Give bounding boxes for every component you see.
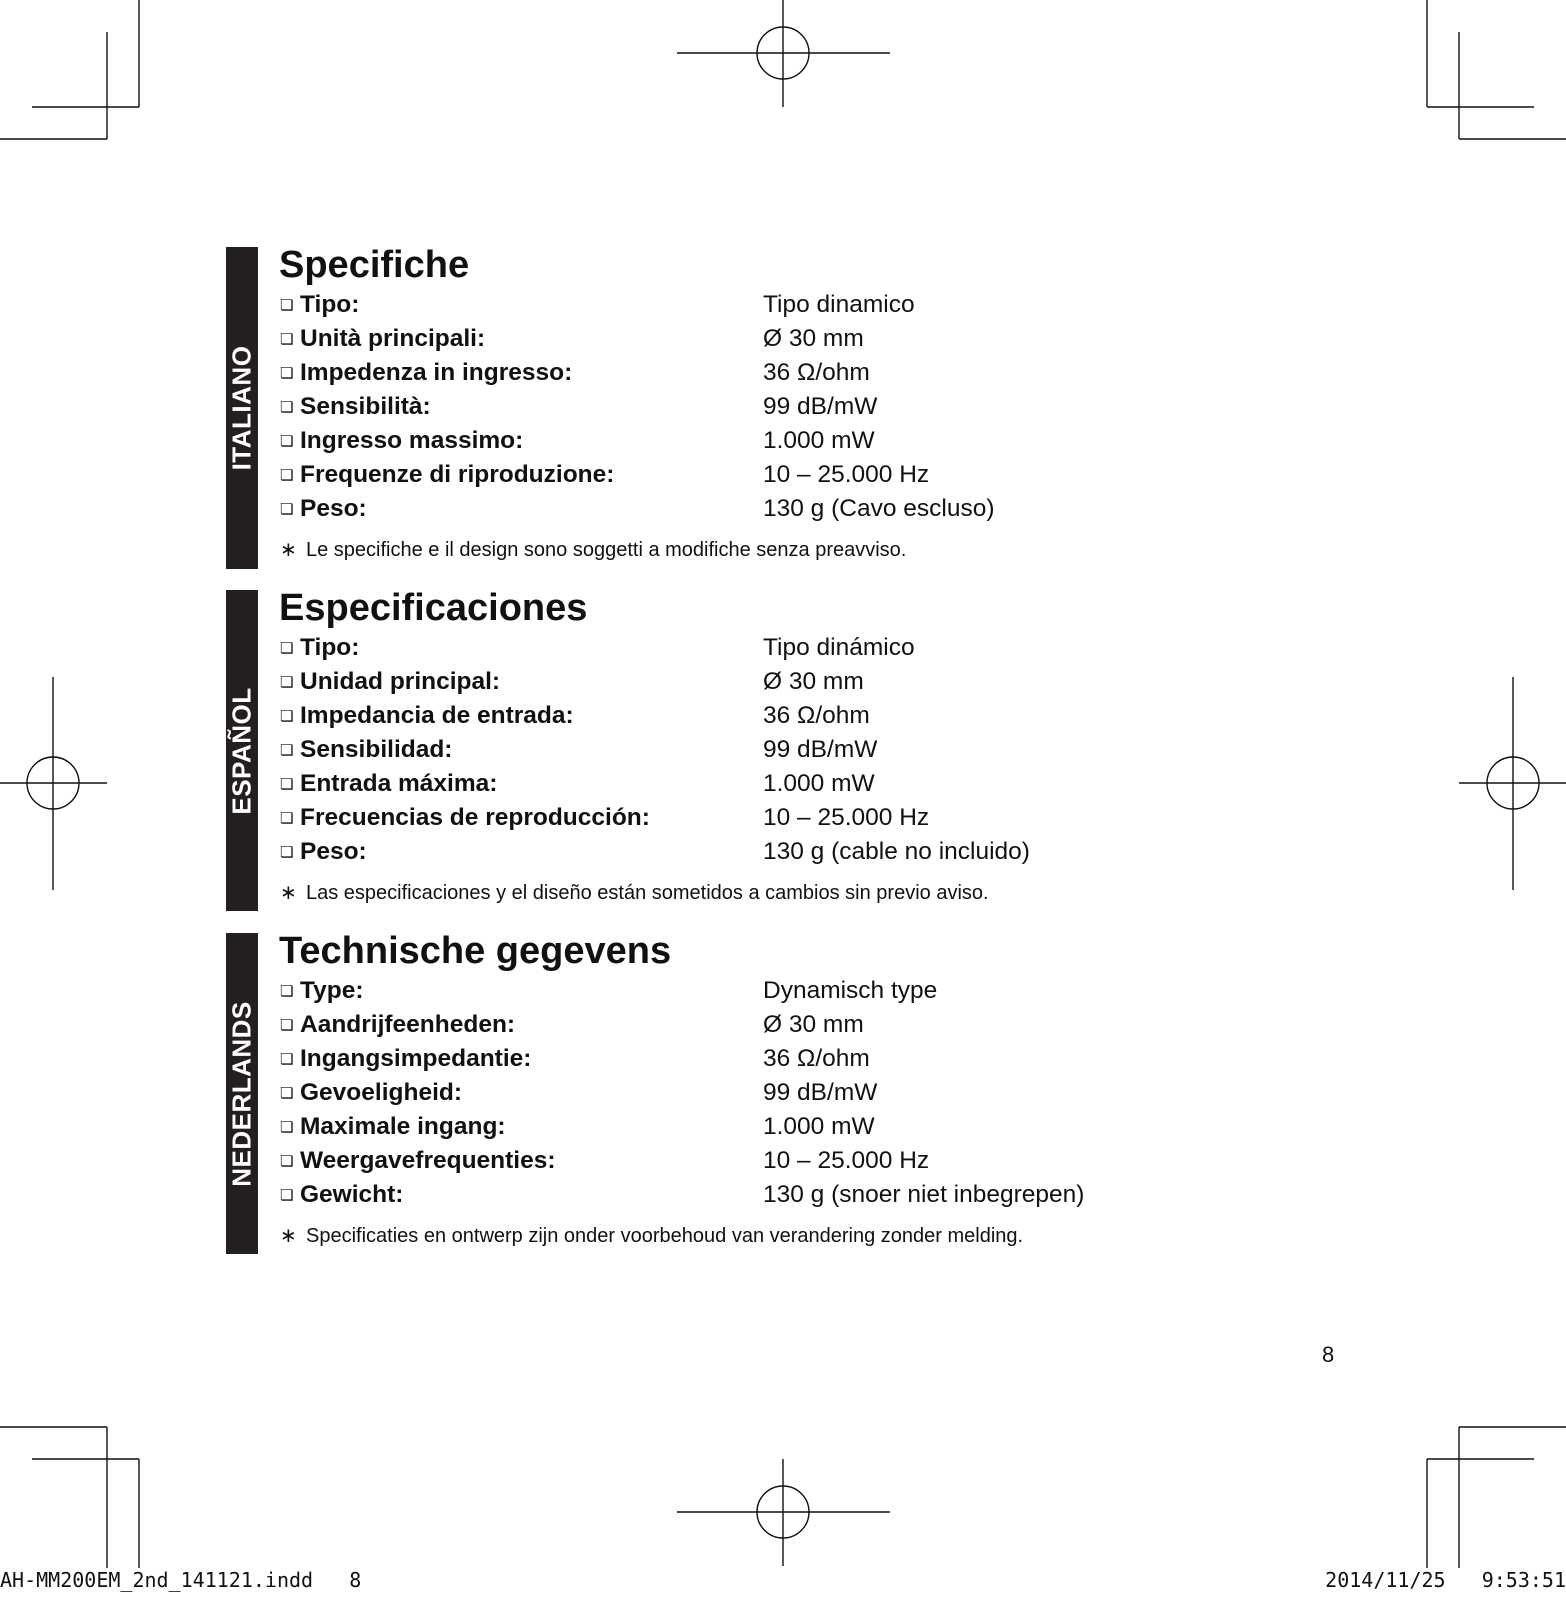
section-title: Specifiche: [279, 244, 470, 286]
checkbox-icon: ❏: [280, 708, 294, 725]
spec-value: 1.000 mW: [763, 427, 875, 454]
spec-value: Ø 30 mm: [763, 1011, 864, 1038]
language-tab: [226, 933, 258, 1254]
spec-value: 36 Ω/ohm: [763, 702, 870, 729]
spec-row: [280, 1042, 1140, 1076]
spec-row: [280, 1076, 1140, 1110]
checkbox-icon: ❏: [280, 399, 294, 416]
checkbox-icon: ❏: [280, 365, 294, 382]
spec-value: 10 – 25.000 Hz: [763, 461, 930, 488]
spec-row: [280, 288, 1140, 322]
spec-value: 99 dB/mW: [763, 736, 878, 763]
checkbox-icon: ❏: [280, 1153, 294, 1170]
spec-label: Type:: [300, 977, 364, 1004]
footnote: [280, 538, 1140, 562]
section-title: Especificaciones: [279, 587, 588, 629]
checkbox-icon: ❏: [280, 467, 294, 484]
spec-row: [280, 424, 1140, 458]
footnote-text: Las especificaciones y el diseño están sometidos a cambios sin previo aviso.: [306, 882, 989, 904]
spec-label: Gewicht:: [300, 1181, 404, 1208]
spec-label: Aandrijfeenheden:: [300, 1011, 516, 1038]
spec-row: [280, 1110, 1140, 1144]
spec-value: 1.000 mW: [763, 1113, 875, 1140]
spec-value: 10 – 25.000 Hz: [763, 804, 930, 831]
spec-row: [280, 974, 1140, 1008]
page-number: 8: [1322, 1342, 1335, 1367]
spec-row: [280, 356, 1140, 390]
spec-row: [280, 801, 1140, 835]
checkbox-icon: ❏: [280, 640, 294, 657]
spec-value: 99 dB/mW: [763, 393, 878, 420]
spec-row: [280, 699, 1140, 733]
spec-label: Peso:: [300, 495, 367, 522]
spec-value: 130 g (snoer niet inbegrepen): [763, 1181, 1085, 1208]
spec-row: [280, 492, 1140, 526]
spec-row: [280, 835, 1140, 869]
spec-label: Impedancia de entrada:: [300, 702, 574, 729]
spec-row: [280, 1008, 1140, 1042]
spec-label: Tipo:: [300, 291, 360, 318]
checkbox-icon: ❏: [280, 1051, 294, 1068]
checkbox-icon: ❏: [280, 1085, 294, 1102]
footnote: [280, 1224, 1140, 1248]
spec-row: [280, 733, 1140, 767]
checkbox-icon: ❏: [280, 742, 294, 759]
checkbox-icon: ❏: [280, 1119, 294, 1136]
spec-value: 99 dB/mW: [763, 1079, 878, 1106]
spec-label: Gevoeligheid:: [300, 1079, 463, 1106]
spec-label: Unidad principal:: [300, 668, 501, 695]
spec-label: Entrada máxima:: [300, 770, 498, 797]
checkbox-icon: ❏: [280, 331, 294, 348]
spec-label: Tipo:: [300, 634, 360, 661]
footnote: [280, 881, 1140, 905]
checkbox-icon: ❏: [280, 297, 294, 314]
spec-label: Unità principali:: [300, 325, 486, 352]
spec-row: [280, 390, 1140, 424]
section-italiano: [226, 244, 1146, 569]
language-tab-label: NEDERLANDS: [226, 1000, 257, 1187]
checkbox-icon: ❏: [280, 1187, 294, 1204]
spec-label: Peso:: [300, 838, 367, 865]
spec-value: 10 – 25.000 Hz: [763, 1147, 930, 1174]
spec-value: Tipo dinamico: [763, 291, 915, 318]
spec-value: 130 g (cable no incluido): [763, 838, 1030, 865]
language-tab: [226, 590, 258, 911]
spec-label: Maximale ingang:: [300, 1113, 506, 1140]
checkbox-icon: ❏: [280, 1017, 294, 1034]
slug-filename: AH-MM200EM_2nd_141121.indd 8: [0, 1568, 362, 1592]
spec-row: [280, 322, 1140, 356]
spec-value: 36 Ω/ohm: [763, 1045, 870, 1072]
asterisk-icon: ∗: [280, 1225, 297, 1247]
footnote-text: Specificaties en ontwerp zijn onder voorbehoud van verandering zonder melding.: [306, 1225, 1024, 1247]
section-espanol: [226, 587, 1146, 911]
spec-value: 36 Ω/ohm: [763, 359, 870, 386]
spec-row: [280, 1144, 1140, 1178]
spec-row: [280, 1178, 1140, 1212]
spec-value: Ø 30 mm: [763, 325, 864, 352]
spec-value: Tipo dinámico: [763, 634, 915, 661]
checkbox-icon: ❏: [280, 433, 294, 450]
language-tab-label: ITALIANO: [226, 345, 257, 471]
language-tab: [226, 247, 258, 569]
spec-label: Frecuencias de reproducción:: [300, 804, 650, 831]
spec-label: Frequenze di riproduzione:: [300, 461, 615, 488]
spec-value: Dynamisch type: [763, 977, 938, 1004]
spec-row: [280, 665, 1140, 699]
spec-value: 1.000 mW: [763, 770, 875, 797]
checkbox-icon: ❏: [280, 776, 294, 793]
spec-value: 130 g (Cavo escluso): [763, 495, 995, 522]
asterisk-icon: ∗: [280, 882, 297, 904]
checkbox-icon: ❏: [280, 844, 294, 861]
spec-row: [280, 631, 1140, 665]
spec-row: [280, 767, 1140, 801]
spec-label: Impedenza in ingresso:: [300, 359, 573, 386]
checkbox-icon: ❏: [280, 983, 294, 1000]
checkbox-icon: ❏: [280, 674, 294, 691]
spec-row: [280, 458, 1140, 492]
spec-label: Weergavefrequenties:: [300, 1147, 556, 1174]
spec-label: Sensibilità:: [300, 393, 431, 420]
footnote-text: Le specifiche e il design sono soggetti a modifiche senza preavviso.: [306, 539, 907, 561]
section-nederlands: [226, 930, 1146, 1254]
spec-label: Ingangsimpedantie:: [300, 1045, 532, 1072]
checkbox-icon: ❏: [280, 501, 294, 518]
spec-value: Ø 30 mm: [763, 668, 864, 695]
language-tab-label: ESPAÑOL: [226, 686, 257, 815]
asterisk-icon: ∗: [280, 539, 297, 561]
section-title: Technische gegevens: [279, 930, 672, 972]
spec-label: Sensibilidad:: [300, 736, 453, 763]
checkbox-icon: ❏: [280, 810, 294, 827]
slug-datetime: 2014/11/25 9:53:51: [1325, 1568, 1566, 1592]
spec-label: Ingresso massimo:: [300, 427, 524, 454]
